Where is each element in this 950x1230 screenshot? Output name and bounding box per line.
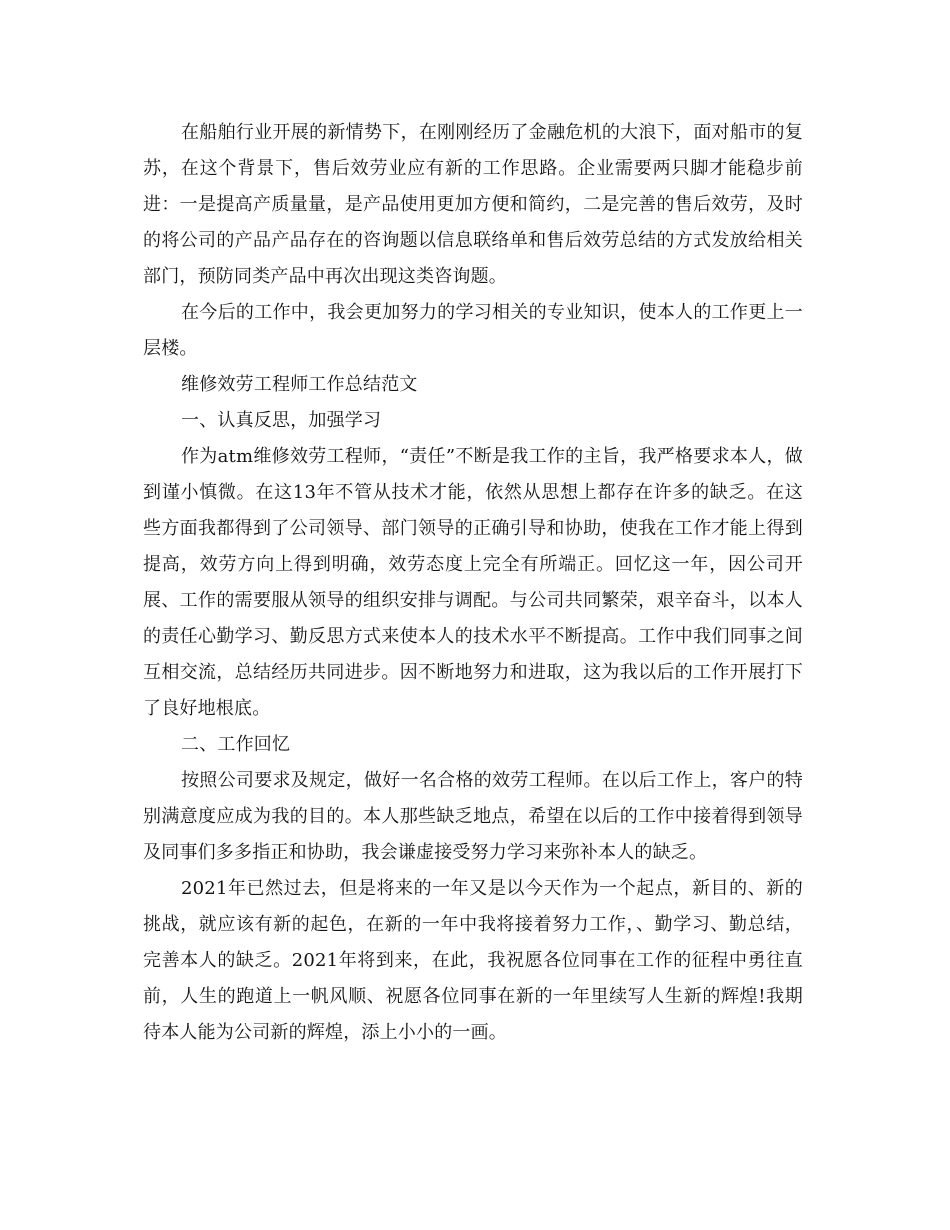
subheading-reflection: 一、认真反思，加强学习 xyxy=(181,410,382,431)
paragraph-atm-engineer: 作为atm维修效劳工程师，“责任”不断是我工作的主旨，我严格要求本人，做到谨小慎微。在这13年不管从技术才能，依然从思想上都存在许多的缺乏。在这些方面我都得到了公司领导、部门领导的正确引导和协助，使我在工作才能上得到提高，效劳方向上得到明确，效劳态度上完全有所端正。回忆这一年，因公司开展、工作的需要服从领导的组织安排与调配。与公司共同繁荣，艰辛奋斗，以本人的责任心勤学习、勤反思方式来使本人的技术水平不断提高。工作中我们同事之间互相交流，总结经历共同进步。因不断地努力和进取，这为我以后的工作开展打下了良好地根底。 xyxy=(143,446,803,719)
paragraph-requirements: 按照公司要求及规定，做好一名合格的效劳工程师。在以后工作上，客户的特别满意度应成为我的目的。本人那些缺乏地点，希望在以后的工作中接着得到领导及同事们多多指正和协助，我会谦虚接受努力学习来弥补本人的缺乏。 xyxy=(143,770,803,863)
section-title: 维修效劳工程师工作总结范文 xyxy=(181,374,418,395)
document-page xyxy=(143,115,803,1051)
paragraph-shipping-industry: 在船舶行业开展的新情势下，在刚刚经历了金融危机的大浪下，面对船市的复苏，在这个背景下，售后效劳业应有新的工作思路。企业需要两只脚才能稳步前进：一是提高产质量量，是产品使用更加方便和简约，二是完善的售后效劳，及时的将公司的产品产品存在的咨询题以信息联络单和售后效劳总结的方式发放给相关部门，预防同类产品中再次出现这类咨询题。 xyxy=(143,122,803,287)
paragraph-new-year: 2021年已然过去，但是将来的一年又是以今天作为一个起点，新目的、新的挑战，就应该有新的起色，在新的一年中我将接着努力工作，、勤学习、勤总结，完善本人的缺乏。2021年将到来，在此，我祝愿各位同事在工作的征程中勇往直前，人生的跑道上一帆风顺、祝愿各位同事在新的一年里续写人生新的辉煌!我期待本人能为公司新的辉煌，添上小小的一画。 xyxy=(143,878,803,1043)
paragraph-future-work: 在今后的工作中，我会更加努力的学习相关的专业知识，使本人的工作更上一层楼。 xyxy=(143,302,803,359)
subheading-work-review: 二、工作回忆 xyxy=(181,734,291,755)
